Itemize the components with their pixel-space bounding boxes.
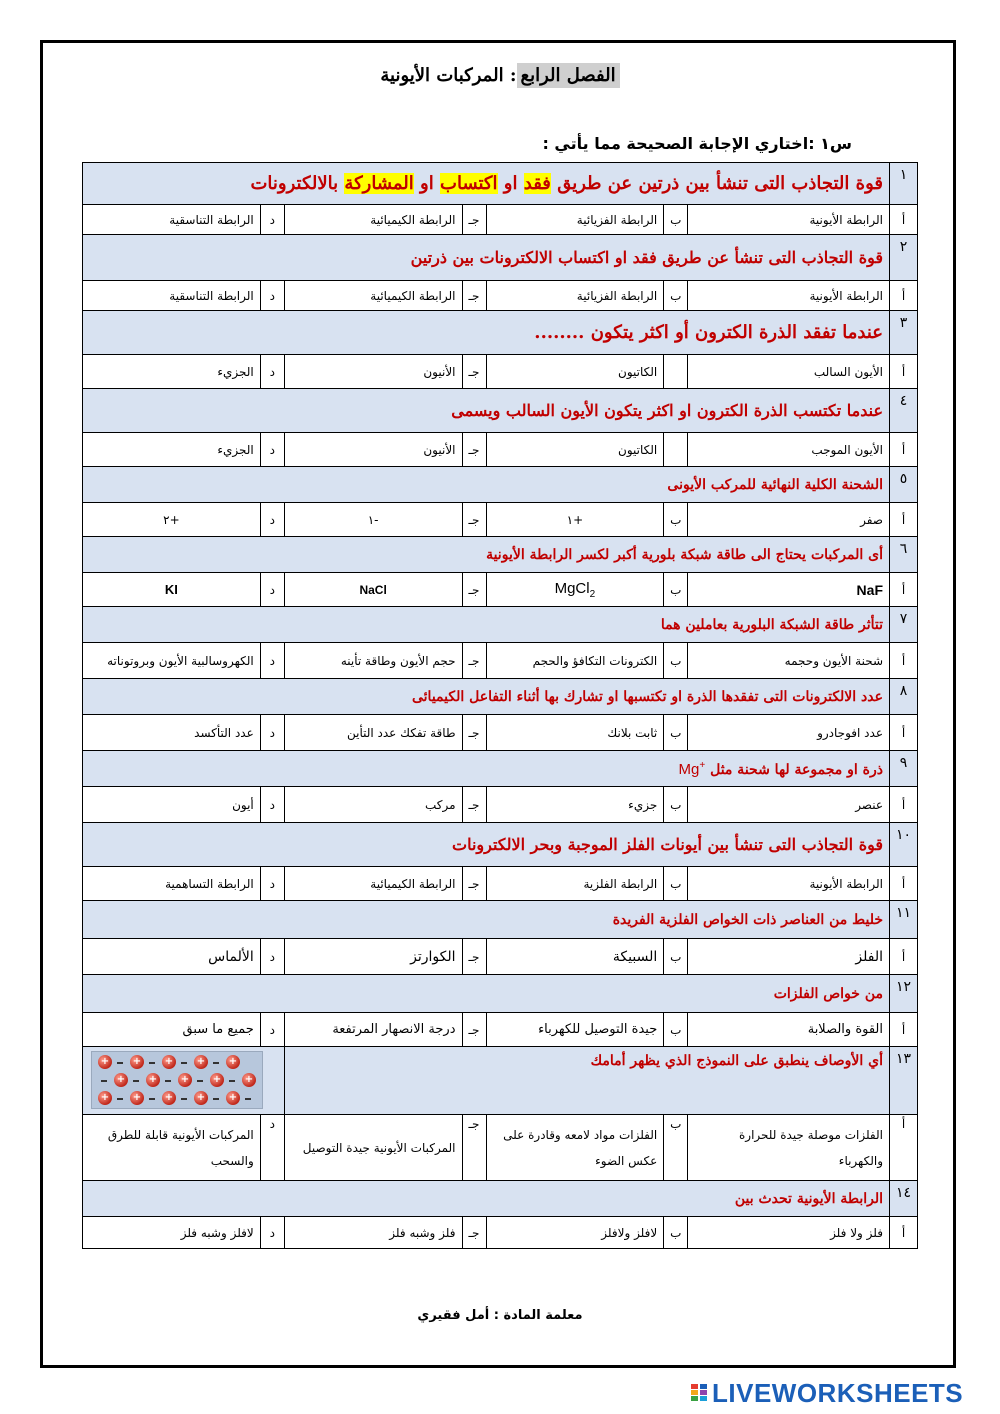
cation-icon: +: [178, 1073, 192, 1087]
option-label-d: د: [260, 503, 284, 537]
question-row: [83, 751, 918, 787]
option-d[interactable]: الرابطة التساهمية: [83, 867, 261, 901]
option-c[interactable]: الأنيون: [284, 355, 462, 389]
option-label-c: جـ: [462, 573, 486, 607]
option-label-d: د: [260, 433, 284, 467]
question-text-part: ذرة او مجموعة لها شحنة مثل: [710, 761, 883, 778]
option-d[interactable]: عدد التأكسد: [83, 715, 261, 751]
options-row: [83, 715, 918, 751]
option-label-a: أ: [890, 503, 918, 537]
question-text: [83, 163, 890, 205]
page-title: [0, 65, 1000, 86]
question-number: ١٣: [890, 1047, 918, 1115]
cation-icon: +: [226, 1055, 240, 1069]
electron-icon: [229, 1080, 235, 1082]
option-c[interactable]: حجم الأيون وطاقة تأينه: [284, 643, 462, 679]
option-c[interactable]: الأنيون: [284, 433, 462, 467]
option-label-d: د: [260, 715, 284, 751]
option-label-d: د: [260, 939, 284, 975]
options-row: [83, 281, 918, 311]
option-c[interactable]: -١: [284, 503, 462, 537]
highlighted-word: فقد: [523, 173, 551, 194]
question-number: ٩: [890, 751, 918, 787]
question-number: ٣: [890, 311, 918, 355]
question-text: قوة التجاذب التى تنشأ بين أيونات الفلز الموجبة وبحر الالكترونات: [83, 823, 890, 867]
question-row: [83, 975, 918, 1013]
option-label-d: د: [260, 1115, 284, 1181]
electron-icon: [149, 1098, 155, 1100]
option-label-b: ب: [664, 643, 688, 679]
option-label-c: جـ: [462, 1115, 486, 1181]
question-number: ١١: [890, 901, 918, 939]
option-label-b: ب: [664, 787, 688, 823]
option-b[interactable]: الرابطة الفلزية: [486, 867, 664, 901]
options-row: [83, 787, 918, 823]
cation-icon: +: [146, 1073, 160, 1087]
cation-icon: +: [162, 1091, 176, 1105]
question-number: ٧: [890, 607, 918, 643]
question-row: [83, 901, 918, 939]
options-row: [83, 867, 918, 901]
option-label-c: جـ: [462, 433, 486, 467]
cation-icon: +: [242, 1073, 256, 1087]
option-d[interactable]: الجزيء: [83, 355, 261, 389]
electron-icon: [117, 1062, 123, 1064]
liveworksheets-logo: [690, 1378, 990, 1408]
electron-icon: [165, 1080, 171, 1082]
question-row: [83, 311, 918, 355]
option-d[interactable]: KI: [83, 573, 261, 607]
cation-icon: +: [194, 1055, 208, 1069]
option-c[interactable]: فلز وشبه فلز: [284, 1217, 462, 1249]
electron-icon: [245, 1098, 251, 1100]
cation-icon: +: [194, 1091, 208, 1105]
option-b[interactable]: الكترونات التكافؤ والحجم: [486, 643, 664, 679]
option-d[interactable]: جميع ما سبق: [83, 1013, 261, 1047]
metal-model-cell: [83, 1047, 285, 1115]
question-text: خليط من العناصر ذات الخواص الفلزية الفريدة: [83, 901, 890, 939]
option-d[interactable]: الرابطة التناسقية: [83, 205, 261, 235]
electron-icon: [213, 1098, 219, 1100]
question-text-part: او: [497, 173, 524, 194]
cation-icon: +: [130, 1091, 144, 1105]
option-c[interactable]: طاقة تفكك عدد التأين: [284, 715, 462, 751]
formula-text: MgCl: [554, 579, 590, 597]
option-label-c: جـ: [462, 715, 486, 751]
option-c[interactable]: مركب: [284, 787, 462, 823]
question-row: [83, 679, 918, 715]
cation-icon: +: [98, 1091, 112, 1105]
highlighted-word: اكتساب: [440, 173, 498, 194]
electron-icon: [149, 1062, 155, 1064]
question-text: عدد الالكترونات التى تفقدها الذرة او تكتسبها او تشارك بها أثناء التفاعل الكيميائى: [83, 679, 890, 715]
option-d[interactable]: الرابطة التناسقية: [83, 281, 261, 311]
option-a[interactable]: NaF: [688, 573, 890, 607]
option-d[interactable]: +٢: [83, 503, 261, 537]
option-b[interactable]: الكاتيون: [486, 433, 664, 467]
question-text: [83, 751, 890, 787]
option-label-a: أ: [890, 643, 918, 679]
options-row: [83, 503, 918, 537]
option-label-b: ب: [664, 715, 688, 751]
title-chapter: الفصل الرابع: [517, 63, 620, 88]
option-d[interactable]: أيون: [83, 787, 261, 823]
question-text: عندما تفقد الذرة الكترون أو اكثر يتكون ........: [83, 311, 890, 355]
options-row: [83, 1217, 918, 1249]
question-text: أي الأوصاف ينطبق على النموذج الذي يظهر أمامك: [284, 1047, 889, 1115]
teacher-signature: معلمة المادة : أمل فقيري: [417, 1308, 583, 1323]
option-c[interactable]: المركبات الأيونية جيدة التوصيل: [284, 1115, 462, 1181]
option-label-b: ب: [664, 503, 688, 537]
cation-icon: +: [130, 1055, 144, 1069]
option-label-b: ب: [664, 939, 688, 975]
question-text-part: بالالكترونات: [250, 173, 345, 194]
question-number: ٤: [890, 389, 918, 433]
option-label-d: د: [260, 281, 284, 311]
question-text: أى المركبات يحتاج الى طاقة شبكة بلورية أكبر لكسر الرابطة الأيونية: [83, 537, 890, 573]
option-label-b: ب: [664, 205, 688, 235]
option-label-b: ب: [664, 867, 688, 901]
question-row: [83, 1047, 918, 1115]
options-row: [83, 1115, 918, 1181]
question-number: ٨: [890, 679, 918, 715]
option-d[interactable]: الألماس: [83, 939, 261, 975]
title-topic: : المركبات الأيونية: [380, 65, 517, 86]
option-b[interactable]: جزيء: [486, 787, 664, 823]
option-a[interactable]: عنصر: [688, 787, 890, 823]
question-text: تتأثر طاقة الشبكة البلورية بعاملين هما: [83, 607, 890, 643]
option-d[interactable]: المركبات الأيونية قابلة للطرق والسحب: [83, 1115, 261, 1181]
option-label-d: د: [260, 205, 284, 235]
option-a[interactable]: فلز ولا فلز: [688, 1217, 890, 1249]
option-a[interactable]: الأيون السالب: [688, 355, 890, 389]
option-label-c: جـ: [462, 1013, 486, 1047]
question-row: [83, 1181, 918, 1217]
option-a[interactable]: الفلزات موصلة جيدة للحرارة والكهرباء: [688, 1115, 890, 1181]
option-c[interactable]: الرابطة الكيميائية: [284, 281, 462, 311]
option-a[interactable]: عدد افوجادرو: [688, 715, 890, 751]
question-row: [83, 537, 918, 573]
option-a[interactable]: الرابطة الأيونية: [688, 281, 890, 311]
questions-table: [82, 162, 918, 1249]
question-text: من خواص الفلزات: [83, 975, 890, 1013]
option-a[interactable]: صفر: [688, 503, 890, 537]
option-b[interactable]: الكاتيون: [486, 355, 664, 389]
option-a[interactable]: شحنة الأيون وحجمه: [688, 643, 890, 679]
option-label-d: د: [260, 867, 284, 901]
cation-icon: +: [98, 1055, 112, 1069]
electron-icon: [133, 1080, 139, 1082]
question-row: [83, 389, 918, 433]
question-number: ١٠: [890, 823, 918, 867]
option-b[interactable]: الرابطة الفزيائية: [486, 205, 664, 235]
option-c[interactable]: الرابطة الكيميائية: [284, 867, 462, 901]
options-row: [83, 643, 918, 679]
option-b[interactable]: +١: [486, 503, 664, 537]
option-label-d: د: [260, 1013, 284, 1047]
option-c[interactable]: الكوارتز: [284, 939, 462, 975]
option-c[interactable]: الرابطة الكيميائية: [284, 205, 462, 235]
option-d[interactable]: الجزيء: [83, 433, 261, 467]
option-b[interactable]: جيدة التوصيل للكهرباء: [486, 1013, 664, 1047]
electron-icon: [213, 1062, 219, 1064]
question-row: [83, 607, 918, 643]
electron-icon: [101, 1080, 107, 1082]
option-label-b: ب: [664, 1115, 688, 1181]
option-a[interactable]: الرابطة الأيونية: [688, 867, 890, 901]
options-row: [83, 573, 918, 607]
option-b[interactable]: الرابطة الفزيائية: [486, 281, 664, 311]
option-label-b: ب: [664, 1217, 688, 1249]
option-a[interactable]: الفلز: [688, 939, 890, 975]
question-text: عندما تكتسب الذرة الكترون او اكثر يتكون الأيون السالب ويسمى: [83, 389, 890, 433]
option-label-d: د: [260, 573, 284, 607]
options-row: [83, 433, 918, 467]
option-label-a: أ: [890, 939, 918, 975]
option-b[interactable]: لافلز ولافلز: [486, 1217, 664, 1249]
option-label-b: ب: [664, 281, 688, 311]
question-row: [83, 823, 918, 867]
option-label-c: جـ: [462, 867, 486, 901]
option-label-d: د: [260, 787, 284, 823]
option-label-d: د: [260, 1217, 284, 1249]
option-label-c: جـ: [462, 205, 486, 235]
question-number: ١٢: [890, 975, 918, 1013]
option-label-a: أ: [890, 867, 918, 901]
metallic-bond-model-image: [91, 1051, 263, 1109]
option-a[interactable]: الأيون الموجب: [688, 433, 890, 467]
option-label-b: [664, 355, 688, 389]
cation-icon: +: [114, 1073, 128, 1087]
question-row: [83, 163, 918, 205]
option-label-b: [664, 433, 688, 467]
highlighted-word: المشاركة: [344, 173, 414, 194]
option-d[interactable]: لافلز وشبه فلز: [83, 1217, 261, 1249]
options-row: [83, 355, 918, 389]
options-row: [83, 205, 918, 235]
question-text: قوة التجاذب التى تنشأ عن طريق فقد او اكتساب الالكترونات بين ذرتين: [83, 235, 890, 281]
option-label-a: أ: [890, 1115, 918, 1181]
option-label-a: أ: [890, 787, 918, 823]
ion-charge: +: [699, 759, 706, 771]
option-label-c: جـ: [462, 939, 486, 975]
option-label-c: جـ: [462, 643, 486, 679]
option-a[interactable]: القوة والصلابة: [688, 1013, 890, 1047]
question-number: ١: [890, 163, 918, 205]
electron-icon: [181, 1098, 187, 1100]
options-row: [83, 1013, 918, 1047]
option-c[interactable]: NaCl: [284, 573, 462, 607]
option-label-a: أ: [890, 281, 918, 311]
instruction-text: س١ :اختاري الإجابة الصحيحة مما يأتي :: [542, 134, 852, 153]
ion-symbol: Mg: [678, 760, 700, 778]
option-b[interactable]: ثابت بلانك: [486, 715, 664, 751]
option-b[interactable]: السبيكة: [486, 939, 664, 975]
question-row: [83, 467, 918, 503]
question-text: الشحنة الكلية النهائية للمركب الأيونى: [83, 467, 890, 503]
question-text: الرابطة الأيونية تحدث بين: [83, 1181, 890, 1217]
option-label-c: جـ: [462, 281, 486, 311]
brand-name: LIVEWORKSHEETS: [712, 1378, 964, 1408]
option-label-c: جـ: [462, 1217, 486, 1249]
question-number: ٦: [890, 537, 918, 573]
option-label-b: ب: [664, 1013, 688, 1047]
option-label-c: جـ: [462, 787, 486, 823]
question-number: ٢: [890, 235, 918, 281]
cation-icon: +: [162, 1055, 176, 1069]
option-d[interactable]: الكهروسالبية الأيون وبروتوناته: [83, 643, 261, 679]
option-label-c: جـ: [462, 503, 486, 537]
option-label-c: جـ: [462, 355, 486, 389]
question-text-part: او: [413, 173, 441, 194]
question-text-part: قوة التجاذب التى تنشأ بين ذرتين عن طريق: [550, 173, 883, 194]
electron-icon: [197, 1080, 203, 1082]
formula-subscript: 2: [589, 588, 596, 600]
question-number: ٥: [890, 467, 918, 503]
option-label-a: أ: [890, 1217, 918, 1249]
option-label-b: ب: [664, 573, 688, 607]
liveworksheets-mark-icon: [690, 1382, 710, 1404]
option-label-d: د: [260, 643, 284, 679]
option-label-a: أ: [890, 355, 918, 389]
option-a[interactable]: الرابطة الأيونية: [688, 205, 890, 235]
option-label-a: أ: [890, 205, 918, 235]
option-label-d: د: [260, 355, 284, 389]
question-row: [83, 235, 918, 281]
option-b[interactable]: [486, 573, 664, 607]
option-c[interactable]: درجة الانصهار المرتفعة: [284, 1013, 462, 1047]
electron-icon: [181, 1062, 187, 1064]
cation-icon: +: [210, 1073, 224, 1087]
option-b[interactable]: الفلزات مواد لامعه وقادرة على عكس الضوء: [486, 1115, 664, 1181]
option-label-a: أ: [890, 715, 918, 751]
cation-icon: +: [226, 1091, 240, 1105]
question-number: ١٤: [890, 1181, 918, 1217]
options-row: [83, 939, 918, 975]
option-label-a: أ: [890, 1013, 918, 1047]
option-label-a: أ: [890, 573, 918, 607]
electron-icon: [117, 1098, 123, 1100]
option-label-a: أ: [890, 433, 918, 467]
